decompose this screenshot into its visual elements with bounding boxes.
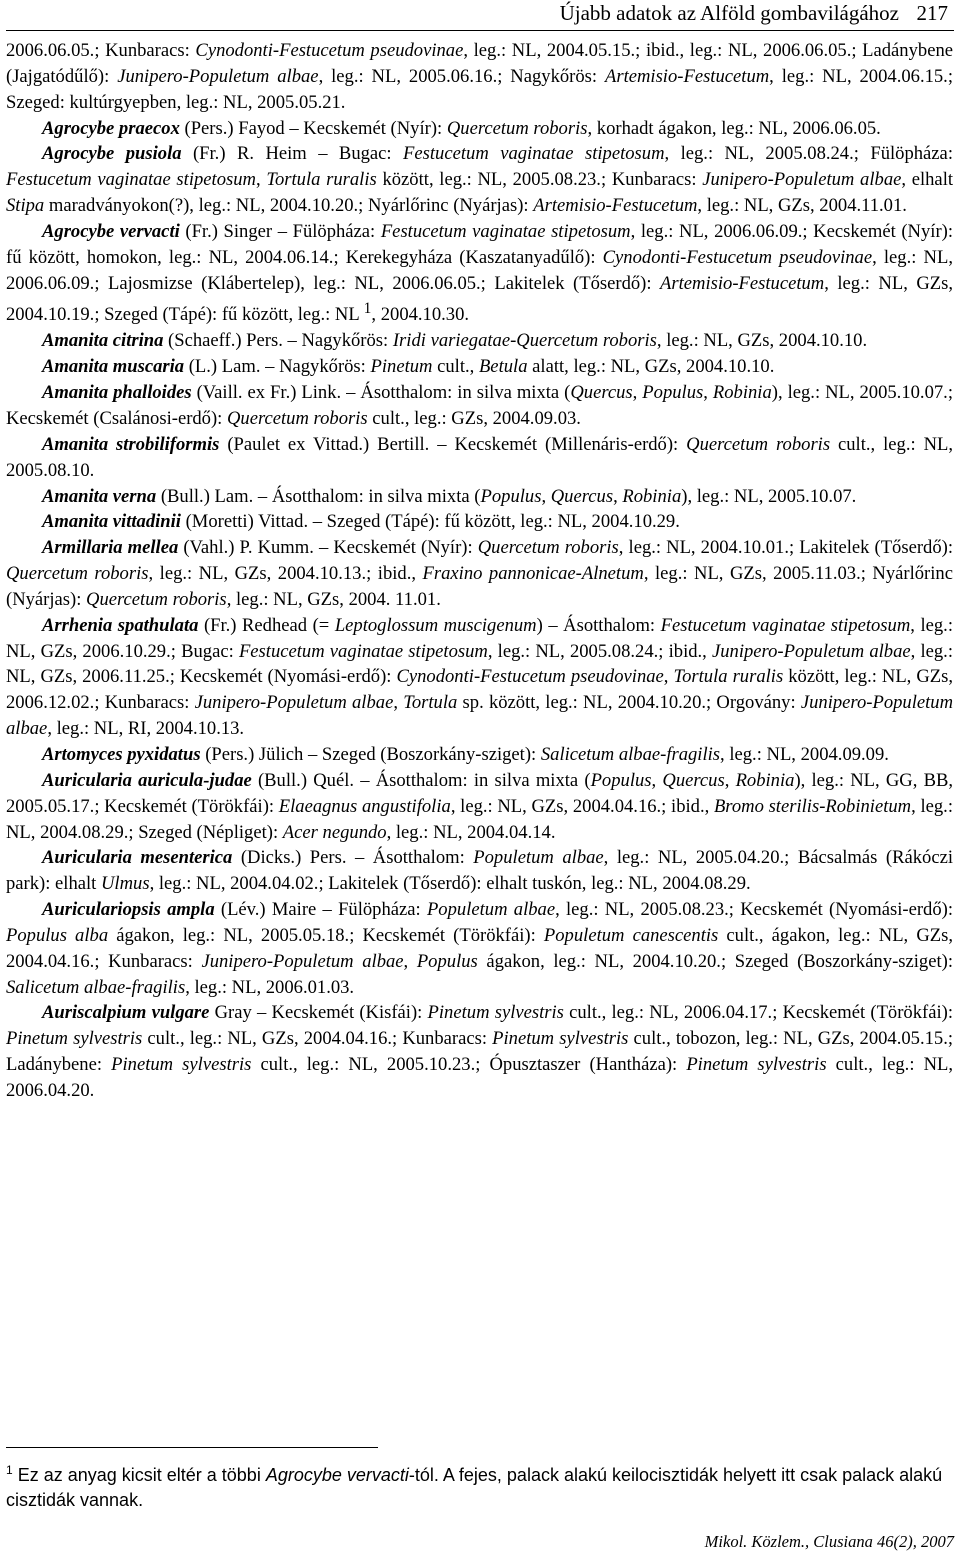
italic-text: Populus [590,769,652,791]
text-run: , [724,769,736,791]
text-run: , leg.: NL, 2004.10.01.; Lakitelek (Tőserdő): [618,537,953,559]
italic-text: Cynodonti-Festucetum pseudovinae [396,666,664,688]
italic-text: Tortula ruralis [673,666,784,688]
italic-text: Bromo sterilis-Robinietum [713,795,912,817]
italic-text: Populus [480,485,542,507]
text-run: , leg.: NL, 2004.04.02.; Lakitelek (Tőserdő): elhalt tuskón, leg.: NL, 2004.08.29. [149,873,751,895]
text-run: Ez az anyag kicsit eltér a többi [12,1465,266,1485]
italic-text: Populetum albae [473,847,604,869]
species-name: Amanita citrina [42,330,164,352]
species-name: Agrocybe vervacti [42,220,180,242]
italic-text: Acer negundo [282,821,387,843]
running-header [6,0,954,31]
italic-text: Robinia [735,769,795,791]
footnote-rule [6,1447,378,1448]
species-name: Agrocybe pusiola [42,143,182,165]
text-run: ), leg.: NL, GG, BB, 2005.05.17.; Kecskemét (Törökfái): [6,769,954,817]
species-entry [6,1000,953,1103]
italic-text: Artemisio-Festucetum [660,272,825,294]
text-run: , leg.: NL, RI, 2004.10.13. [47,718,245,740]
footnote [6,1463,953,1513]
text-run: alatt, leg.: NL, GZs, 2004.10.10. [527,356,775,378]
italic-text: Festucetum vaginatae stipetosum [380,220,631,242]
species-entry [6,141,953,219]
italic-text: Artemisio-Festucetum [604,65,770,87]
page-number: 217 [916,1,948,25]
species-entry [6,354,953,380]
italic-text: Populus alba [6,924,109,946]
species-name: Amanita vittadinii [42,511,181,533]
species-name: Auricularia auricula-judae [42,769,252,791]
italic-text: Cynodonti-Festucetum pseudovinae [602,246,873,268]
italic-text: Artemisio-Festucetum [533,195,698,217]
italic-text: Pinetum sylvestris [111,1054,252,1076]
species-name: Amanita strobiliformis [42,433,220,455]
species-entry [6,116,953,142]
text-run: , [403,950,417,972]
text-run: , leg.: NL, 2004.09.09. [720,743,889,765]
text-run: (Paulet ex Vittad.) Bertill. – Kecskemét (Millenáris-erdő): [219,433,687,455]
text-run: 2006.06.05.; Kunbaracs: [6,40,196,61]
species-entry [6,768,953,846]
text-run: cult., leg.: NL, 2005.10.23.; Ópusztaszer (Hantháza): [251,1054,687,1076]
italic-text: Cynodonti-Festucetum pseudovinae [195,40,464,61]
text-run: cult., leg.: NL, 2006.04.17.; Kecskemét (Törökfái): [563,1002,953,1024]
italic-text: Quercus [550,485,614,507]
text-run: , leg.: NL, GZs, 2005.11.03.; Nyárlőrinc (Nyárjas): [6,563,953,610]
footnote-ref: 1 [363,300,372,318]
italic-text: Ulmus [101,873,150,895]
text-run: ) – Ásotthalom: [536,614,661,636]
italic-text: Elaeagnus angustifolia [278,795,451,817]
text-run: cult., leg.: NL, GZs, 2004.04.16.; Kunbaracs: [142,1028,493,1050]
text-run: , leg.: NL, GZs, 2006.11.25.; Kecskemét (Nyomási-erdő): [6,640,953,688]
italic-text: Junipero-Populetum albae [194,692,394,714]
species-entry [6,219,953,329]
species-name: Arrhenia spathulata [42,614,199,636]
italic-text: Populus [416,950,478,972]
text-run: (Fr.) Redhead (= [198,614,335,636]
italic-text: Populetum albae [426,899,556,921]
italic-text: Quercetum roboris [226,408,368,429]
italic-text: Quercetum roboris [86,588,227,610]
text-run: , leg.: NL, GZs, 2004.10.13.; ibid., [148,563,423,585]
species-name: Amanita verna [42,485,157,507]
text-run: , leg.: NL, 2005.08.24.; Fülöpháza: [664,143,953,165]
text-run: , leg.: NL, 2005.06.16.; Nagykőrös: [318,65,605,87]
species-entry [6,484,953,510]
text-run: , leg.: NL, 2004.04.14. [386,821,556,843]
italic-text: Festucetum vaginatae stipetosum [660,614,911,636]
text-run: , [613,485,623,507]
italic-text: Tortula [403,692,458,714]
text-run: , [663,666,674,688]
text-run: maradványokon(?), leg.: NL, 2004.10.20.; Nyárlőrinc (Nyárjas): [44,195,534,217]
italic-text: Festucetum vaginatae stipetosum [6,169,256,191]
species-entry [6,613,953,742]
text-run: , leg.: NL, GZs, 2004.11.01. [697,195,907,217]
text-run: között, leg.: NL, GZs, 2006.12.02.; Kunbaracs: [6,666,954,714]
text-run: ), leg.: NL, 2005.10.07. [681,485,857,507]
italic-text: Salicetum albae-fragilis [540,743,721,765]
italic-text: Salicetum albae-fragilis [6,976,186,998]
text-run: (Bull.) Lam. – Ásotthalom: in silva mixta ( [156,485,481,507]
species-entry [6,432,953,484]
text-run: , [393,692,404,714]
text-run: ágakon, leg.: NL, 2004.10.20.; Szeged (Boszorkány-sziget): [477,950,953,972]
italic-text: Quercetum roboris [477,537,619,559]
italic-text: Stipa [6,195,45,217]
text-run: (Schaeff.) Pers. – Nagykőrös: [163,330,393,352]
text-run: , leg.: NL, GZs, 2004. 11.01. [226,588,441,610]
footnote-marker: 1 [6,1463,13,1477]
text-run: -tól. A fejes, palack alakú keilocisztidák helyett itt csak palack alakú cisztidák vannak. [6,1465,943,1510]
italic-text: Pinetum sylvestris [686,1054,827,1076]
italic-text: Festucetum vaginatae stipetosum [403,143,665,165]
italic-text: Quercus [570,382,633,404]
italic-text: Populetum canescentis [543,924,719,946]
species-entry [6,38,953,116]
text-run: (Fr.) R. Heim – Bugac: [181,143,404,165]
text-run: , leg.: NL, 2005.08.23.; Kecskemét (Nyomási-erdő): [555,899,953,921]
text-run: , leg.: NL, GZs, 2004.04.16.; ibid., [450,795,714,817]
text-run: , leg.: NL, GZs, 2006.10.29.; Bugac: [6,614,953,662]
italic-text: Junipero-Populetum albae [702,169,902,191]
text-run: cult., tobozon, leg.: NL, GZs, 2004.05.15.; Ladánybene: [6,1028,954,1076]
species-entry [6,380,953,432]
italic-text: Pinetum sylvestris [427,1002,564,1024]
text-run: (Dicks.) Pers. – Ásotthalom: [232,847,474,869]
text-run: ágakon, leg.: NL, 2005.05.18.; Kecskemét (Törökfái): [108,924,544,946]
text-run: , leg.: NL, 2006.06.09.; Kecskemét (Nyír): fű között, homokon, leg.: NL, 2004.06.14.; Kerekegyháza (Kaszatanyadűlő): [6,220,954,268]
text-run: (Fr.) Singer – Fülöpháza: [179,220,381,242]
text-run: (Pers.) Jülich – Szeged (Boszorkány-sziget): [200,743,541,765]
italic-text: Leptoglossum muscigenum [334,614,537,636]
species-entry [6,328,953,354]
italic-text: Junipero-Populetum albae [117,65,319,87]
text-run: cult., leg.: NL, 2006.04.20. [6,1054,954,1101]
species-name: Amanita muscaria [42,356,185,378]
italic-text: Pinetum [370,356,433,378]
italic-text: Junipero-Populetum albae [712,640,911,662]
text-run: cult., ágakon, leg.: NL, GZs, 2004.04.16.; Kunbaracs: [6,924,953,972]
text-run: (Vaill. ex Fr.) Link. – Ásotthalom: in silva mixta ( [191,382,571,404]
text-run: (Vahl.) P. Kumm. – Kecskemét (Nyír): [178,537,478,559]
text-run: , leg.: NL, 2004.08.29.; Szeged (Népliget): [6,795,953,843]
journal-citation: Mikol. Közlem., Clusiana 46(2), 2007 [704,1532,954,1551]
species-name: Amanita phalloides [42,382,192,404]
species-entry [6,742,953,768]
italic-text: Fraxino pannonicae-Alnetum [422,563,644,585]
italic-text: Pinetum sylvestris [6,1028,143,1050]
text-run: , korhadt ágakon, leg.: NL, 2006.06.05. [587,117,881,139]
text-run: , [541,485,551,507]
text-run: , [255,169,267,191]
species-name: Auriscalpium vulgare [42,1002,210,1024]
species-name: Auriculariopsis ampla [42,899,215,921]
text-run: , leg.: NL, 2005.04.20.; Bácsalmás (Rákóczi park): elhalt [6,847,954,895]
text-run: cult., leg.: GZs, 2004.09.03. [367,408,581,429]
text-run: , leg.: NL, 2004.06.15.; Szeged: kultúrgyepben, leg.: NL, 2005.05.21. [6,65,953,113]
running-title: Újabb adatok az Alföld gombavilágához [559,1,899,25]
species-name: Armillaria mellea [42,537,179,559]
italic-text: Populus [642,382,704,404]
text-run: , 2004.10.30. [371,304,470,326]
species-entry [6,509,953,535]
text-run: , leg.: NL, GZs, 2004.10.10. [656,330,868,352]
text-run: (Moretti) Vittad. – Szeged (Tápé): fű között, leg.: NL, 2004.10.29. [180,511,680,533]
italic-text: Betula [478,356,528,378]
text-run: cult., [432,356,479,378]
text-run: (Pers.) Fayod – Kecskemét (Nyír): [179,117,447,139]
italic-text: Quercus [662,769,725,791]
text-run: cult., leg.: NL, 2005.08.10. [6,433,953,481]
body-text [6,38,953,1104]
italic-text: Agrocybe vervacti [265,1465,409,1485]
text-run: Gray – Kecskemét (Kisfái): [209,1002,428,1024]
species-name: Artomyces pyxidatus [42,743,201,765]
species-name: Auricularia mesenterica [42,847,233,869]
text-run: , leg.: NL, 2004.05.15.; ibid., leg.: NL, 2006.06.05.; Ladánybene (Jajgatódűlő): [6,40,953,87]
text-run: , leg.: NL, 2006.01.03. [185,976,355,998]
italic-text: Quercetum roboris [686,433,831,455]
italic-text: Junipero-Populetum albae [201,950,404,972]
text-run: sp. között, leg.: NL, 2004.10.20.; Orgovány: [457,692,801,714]
species-entry [6,845,953,897]
text-run: , [632,382,643,404]
text-run: , elhalt [901,169,954,191]
text-run: (Bull.) Quél. – Ásotthalom: in silva mixta ( [251,769,591,791]
italic-text: Robinia [712,382,772,404]
italic-text: Quercetum roboris [6,563,149,585]
text-run: , leg.: NL, 2006.06.09.; Lajosmizse (Klábertelep), leg.: NL, 2006.06.05.; Lakitelek (Tőserdő): [6,246,953,294]
text-run: , leg.: NL, 2005.08.24.; ibid., [487,640,712,662]
text-run: ), leg.: NL, 2005.10.07.; Kecskemét (Csalánosi-erdő): [6,382,953,429]
text-run: között, leg.: NL, 2005.08.23.; Kunbaracs: [376,169,703,191]
italic-text: Festucetum vaginatae stipetosum [238,640,488,662]
italic-text: Robinia [622,485,682,507]
species-entry [6,897,953,1000]
italic-text: Quercetum roboris [446,117,588,139]
species-entry [6,535,953,613]
species-name: Agrocybe praecox [42,117,180,139]
text-run: , [703,382,713,404]
italic-text: Junipero-Populetum albae [6,692,954,740]
italic-text: Pinetum sylvestris [492,1028,629,1050]
italic-text: Tortula ruralis [266,169,377,191]
text-run: (L.) Lam. – Nagykőrös: [184,356,371,378]
text-run: , leg.: NL, GZs, 2004.10.19.; Szeged (Tápé): fű között, leg.: NL [6,272,954,326]
italic-text: Iridi variegatae-Quercetum roboris [392,330,657,352]
text-run: (Lév.) Maire – Fülöpháza: [214,899,427,921]
text-run: , [651,769,663,791]
